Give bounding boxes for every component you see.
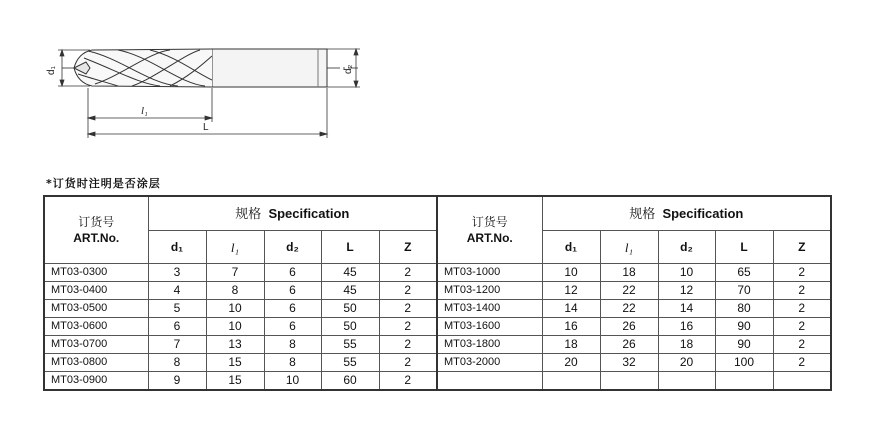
d2-cell: 6 [264, 300, 321, 318]
L-cell: 65 [715, 264, 773, 282]
specification-header-en: Specification [268, 206, 350, 221]
d2-cell: 14 [658, 300, 715, 318]
table-row [437, 282, 831, 300]
art-no-cell [437, 372, 542, 391]
d1-cell: 8 [148, 354, 206, 372]
col-header-l1: l₁ [206, 231, 264, 264]
table-row [437, 264, 831, 282]
spec-table-right [436, 195, 832, 391]
d2-cell [658, 372, 715, 391]
Z-cell: 2 [379, 282, 437, 300]
table-row [437, 318, 831, 336]
Z-cell: 2 [379, 318, 437, 336]
table-row [437, 354, 831, 372]
col-header-d2: d₂ [658, 231, 715, 264]
specification-header [542, 196, 831, 231]
Z-cell: 2 [379, 300, 437, 318]
l1-cell: 26 [600, 318, 658, 336]
d1-cell [542, 372, 600, 391]
l1-cell: 7 [206, 264, 264, 282]
l1-cell: 26 [600, 336, 658, 354]
col-header-L: L [321, 231, 379, 264]
d2-cell: 18 [658, 336, 715, 354]
L-cell: 90 [715, 318, 773, 336]
end-mill-drawing [0, 0, 873, 175]
d1-cell: 4 [148, 282, 206, 300]
l1-cell: 15 [206, 372, 264, 391]
L-cell: 100 [715, 354, 773, 372]
d2-cell: 6 [264, 282, 321, 300]
art-no-cell: MT03-1400 [437, 300, 542, 318]
L-dimension-label: L [203, 122, 209, 133]
table-row [437, 336, 831, 354]
table-row [437, 300, 831, 318]
specification-header-cn: 规格 [629, 206, 656, 221]
Z-cell: 2 [773, 282, 831, 300]
col-header-d2: d₂ [264, 231, 321, 264]
art-no-cell: MT03-0400 [44, 282, 148, 300]
col-header-l1: l₁ [600, 231, 658, 264]
d2-dimension-label: d₂ [343, 64, 354, 74]
l1-cell: 22 [600, 300, 658, 318]
d1-cell: 16 [542, 318, 600, 336]
d2-cell: 20 [658, 354, 715, 372]
art-no-header [437, 196, 542, 264]
art-no-cell: MT03-0500 [44, 300, 148, 318]
table-row [44, 318, 437, 336]
l1-cell: 8 [206, 282, 264, 300]
l1-dimension-label: l₁ [141, 105, 148, 117]
art-no-cell: MT03-0900 [44, 372, 148, 391]
col-header-d1: d₁ [542, 231, 600, 264]
d2-cell: 10 [658, 264, 715, 282]
L-cell: 80 [715, 300, 773, 318]
table-row [44, 264, 437, 282]
specification-header-en: Specification [662, 206, 744, 221]
L-cell: 55 [321, 336, 379, 354]
Z-cell: 2 [773, 300, 831, 318]
art-no-cell: MT03-1200 [437, 282, 542, 300]
spec-table-left [43, 195, 438, 391]
art-no-header-cn: 订货号 [471, 215, 508, 229]
d2-cell: 10 [264, 372, 321, 391]
art-no-header-cn: 订货号 [78, 215, 115, 229]
d1-cell: 3 [148, 264, 206, 282]
l1-cell: 15 [206, 354, 264, 372]
col-header-L: L [715, 231, 773, 264]
art-no-cell: MT03-1800 [437, 336, 542, 354]
art-no-cell: MT03-0300 [44, 264, 148, 282]
d1-cell: 18 [542, 336, 600, 354]
d2-cell: 8 [264, 354, 321, 372]
d1-cell: 7 [148, 336, 206, 354]
specification-header-cn: 规格 [235, 206, 262, 221]
l1-cell: 32 [600, 354, 658, 372]
Z-cell: 2 [379, 264, 437, 282]
art-no-header-en-text: ART.No. [73, 231, 120, 245]
d1-cell: 10 [542, 264, 600, 282]
table-row [44, 282, 437, 300]
table-row [44, 372, 437, 391]
d1-dimension-label: d₁ [46, 66, 57, 75]
l1-cell: 10 [206, 318, 264, 336]
d1-cell: 5 [148, 300, 206, 318]
d2-cell: 12 [658, 282, 715, 300]
L-cell: 90 [715, 336, 773, 354]
d1-cell: 9 [148, 372, 206, 391]
specification-header [148, 196, 437, 231]
col-header-Z: Z [379, 231, 437, 264]
Z-cell: 2 [379, 336, 437, 354]
L-cell: 55 [321, 354, 379, 372]
spec-table-left-body [44, 196, 437, 390]
art-no-cell: MT03-0800 [44, 354, 148, 372]
art-no-header-en-text: ART.No. [466, 231, 513, 245]
table-row [44, 354, 437, 372]
L-cell [715, 372, 773, 391]
l1-cell: 22 [600, 282, 658, 300]
col-header-d1: d₁ [148, 231, 206, 264]
d1-cell: 12 [542, 282, 600, 300]
d1-cell: 14 [542, 300, 600, 318]
l1-cell: 13 [206, 336, 264, 354]
Z-cell: 2 [379, 354, 437, 372]
L-cell: 70 [715, 282, 773, 300]
table-row [44, 336, 437, 354]
l1-cell [600, 372, 658, 391]
d1-cell: 20 [542, 354, 600, 372]
l1-cell: 10 [206, 300, 264, 318]
d2-cell: 16 [658, 318, 715, 336]
col-header-Z: Z [773, 231, 831, 264]
Z-cell: 2 [379, 372, 437, 391]
d1-cell: 6 [148, 318, 206, 336]
art-no-header [44, 196, 148, 264]
L-cell: 45 [321, 282, 379, 300]
art-no-cell: MT03-1600 [437, 318, 542, 336]
art-no-header-en [438, 230, 542, 246]
art-no-header-en [45, 230, 148, 246]
l1-cell: 18 [600, 264, 658, 282]
Z-cell: 2 [773, 354, 831, 372]
art-no-cell: MT03-0600 [44, 318, 148, 336]
table-row [437, 372, 831, 391]
Z-cell: 2 [773, 336, 831, 354]
L-cell: 50 [321, 318, 379, 336]
spec-table-right-body [437, 196, 831, 390]
L-cell: 50 [321, 300, 379, 318]
L-cell: 45 [321, 264, 379, 282]
coating-note: *订货时注明是否涂层 [46, 177, 161, 190]
Z-cell: 2 [773, 264, 831, 282]
Z-cell [773, 372, 831, 391]
art-no-cell: MT03-2000 [437, 354, 542, 372]
d2-cell: 6 [264, 318, 321, 336]
art-no-cell: MT03-1000 [437, 264, 542, 282]
L-cell: 60 [321, 372, 379, 391]
table-row [44, 300, 437, 318]
d2-cell: 8 [264, 336, 321, 354]
Z-cell: 2 [773, 318, 831, 336]
d2-cell: 6 [264, 264, 321, 282]
art-no-cell: MT03-0700 [44, 336, 148, 354]
